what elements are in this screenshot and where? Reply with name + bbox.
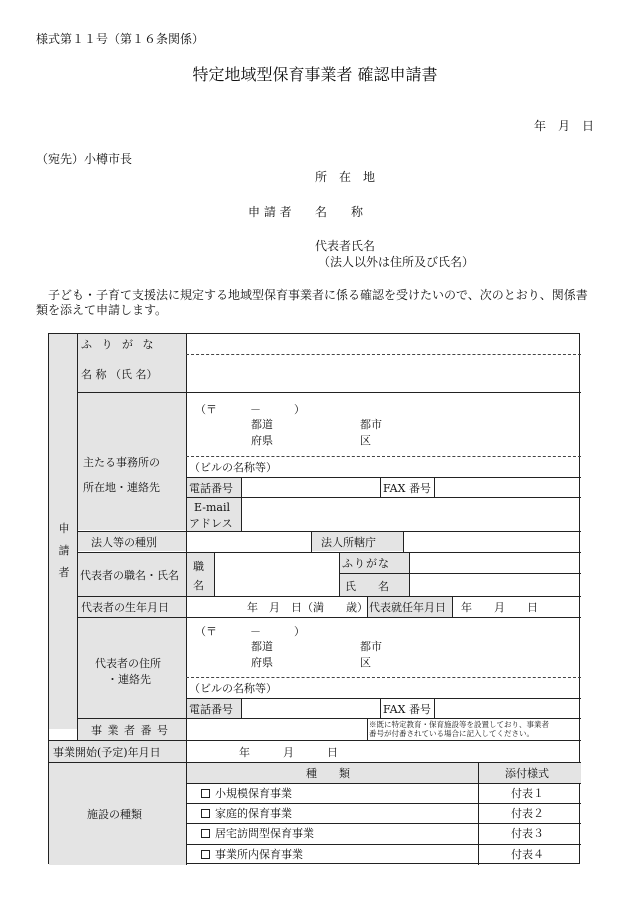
rep-furigana-label: ふりがな <box>342 557 390 570</box>
office-fax-label: FAX 番号 <box>383 482 431 495</box>
addressee: （宛先）小樽市長 <box>36 152 133 166</box>
kind-header: 種 類 <box>306 767 350 780</box>
checkbox-small-scale[interactable] <box>201 789 210 798</box>
rep-name-note: （法人以外は住所及び氏名） <box>318 255 475 269</box>
rep-birth-label: 代表者の生年月日 <box>81 601 169 614</box>
location-label: 所 在 地 <box>315 170 376 184</box>
office-ku: 区 <box>360 434 371 447</box>
email-label: E-mail <box>194 501 230 514</box>
rep-name-label: 代表者氏名 <box>315 239 376 253</box>
name-row-label: 名 称 （氏 名） <box>81 368 158 381</box>
office-todo: 都道 <box>251 418 273 431</box>
rep-title-name-label: 代表者の職名・氏名 <box>80 569 179 582</box>
attach-2: 付表２ <box>511 807 544 820</box>
facility-option-small[interactable] <box>201 785 292 801</box>
document-title: 特定地域型保育事業者 確認申請書 <box>192 65 438 84</box>
office-label-1: 主たる事務所の <box>83 456 160 469</box>
rep-fax-label: FAX 番号 <box>383 703 431 716</box>
corp-office-label: 法人所轄庁 <box>321 536 376 549</box>
office-toshi: 都市 <box>360 418 382 431</box>
facility-option-workplace[interactable] <box>201 846 303 862</box>
rep-todo: 都道 <box>251 640 273 653</box>
office-tel-label: 電話番号 <box>189 482 233 495</box>
attach-1: 付表１ <box>511 787 544 800</box>
attach-4: 付表４ <box>511 848 544 861</box>
facility-option-visit[interactable] <box>201 825 314 841</box>
rep-addr-label-2: ・連絡先 <box>107 673 151 686</box>
rep-tel-label: 電話番号 <box>189 703 233 716</box>
furigana-label: ふ り が な <box>81 338 157 351</box>
business-no-label: 事 業 者 番 号 <box>91 724 169 737</box>
start-date-value: 年 月 日 <box>239 746 338 759</box>
rep-start-value: 年 月 日 <box>461 601 538 614</box>
checkbox-home-visit[interactable] <box>201 829 210 838</box>
rep-ku: 区 <box>360 656 371 669</box>
rep-addr-label-1: 代表者の住所 <box>95 657 161 670</box>
facility-kind-3: 居宅訪問型保育事業 <box>215 827 314 840</box>
office-postal: （〒 － ） <box>195 403 305 416</box>
facility-kind-1: 小規模保育事業 <box>215 787 292 800</box>
rep-fuken: 府県 <box>251 656 273 669</box>
attach-header: 添付様式 <box>505 767 549 780</box>
facility-kind-2: 家庭的保育事業 <box>215 807 292 820</box>
rep-postal: （〒 － ） <box>195 625 305 638</box>
rep-mei: 名 <box>193 579 204 592</box>
applicant-side-label: 申請者 <box>58 522 70 579</box>
office-label-2: 所在地・連絡先 <box>83 481 160 494</box>
application-table <box>48 333 580 864</box>
facility-type-label: 施設の種類 <box>87 808 142 821</box>
start-date-label: 事業開始(予定)年月日 <box>53 746 161 759</box>
email-sub-label: アドレス <box>189 517 233 530</box>
office-building: （ビルの名称等） <box>189 461 277 474</box>
office-fuken: 府県 <box>251 434 273 447</box>
facility-option-home[interactable] <box>201 805 292 821</box>
facility-kind-4: 事業所内保育事業 <box>215 848 303 861</box>
intro-text: 子ども・子育て支援法に規定する地域型保育事業者に係る確認を受けたいので、次のとおり、関係書類を添えて申請します。 <box>36 288 588 317</box>
checkbox-workplace[interactable] <box>201 850 210 859</box>
attach-3: 付表３ <box>511 827 544 840</box>
business-no-note-2: 番号が付番されている場合に記入してください。 <box>369 729 534 738</box>
applicant-label: 申 請 者 <box>248 205 292 219</box>
checkbox-home-based[interactable] <box>201 809 210 818</box>
corp-type-label: 法人等の種別 <box>91 536 157 549</box>
form-number: 様式第１１号（第１６条関係） <box>36 32 205 46</box>
rep-shoku: 職 <box>193 560 204 573</box>
rep-shimei-label: 氏 名 <box>345 580 389 593</box>
rep-birth-value: 年 月 日（満 歳） <box>247 601 368 614</box>
rep-toshi: 都市 <box>360 640 382 653</box>
rep-start-label: 代表就任年月日 <box>369 601 446 614</box>
business-no-note-1: ※既に特定教育・保育施設等を設置しており、事業者 <box>369 720 549 729</box>
date-line: 年 月 日 <box>533 119 594 133</box>
name-label: 名 称 <box>315 205 364 219</box>
rep-building: （ビルの名称等） <box>189 682 277 695</box>
